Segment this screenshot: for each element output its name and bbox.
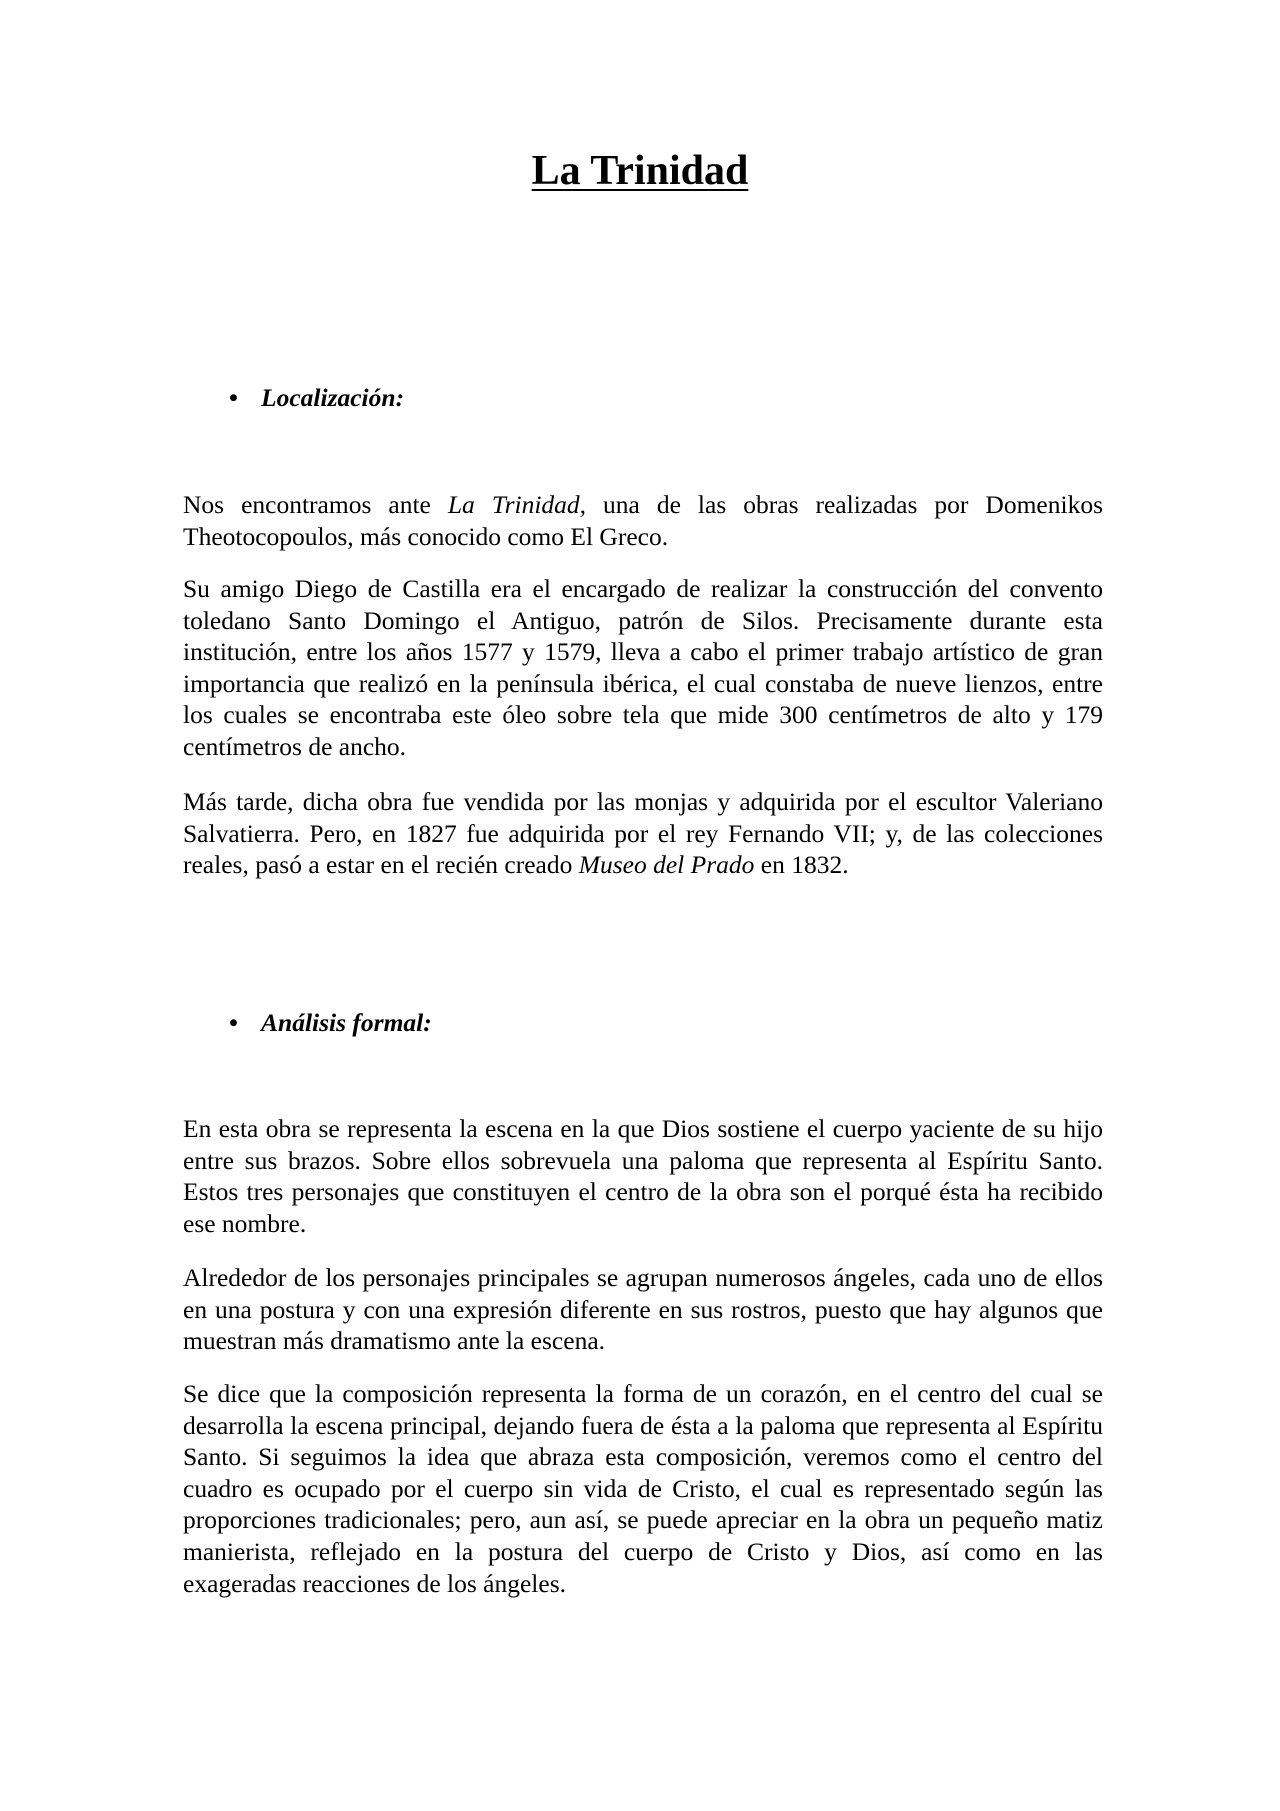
paragraph-text: una de las obras realizadas por Domenikos Theotocopoulos, más conocido como El Greco. (183, 490, 1103, 551)
paragraph-text: Su amigo Diego de Castilla era el encargado de realizar la construcción del convento toledano Santo Domingo el Antiguo, patrón de Silos. Precisamente durante esta institución, entre los años 1577 y 1579, lleva a cabo el primer trabajo artístico de gran importancia que realizó en la península ibérica, el cual constaba de nueve lienzos, entre los cuales se encontraba este óleo sobre tela que mide 300 centímetros de alto y 179 centímetros de ancho. (183, 574, 1103, 761)
paragraph-text: Se dice que la composición representa la forma de un corazón, en el centro del cual se desarrolla la escena principal, dejando fuera de ésta a la paloma que representa al Espíritu Santo. Si seguimos la idea que abraza esta composición, veremos como el centro del cuadro es ocupado por el cuerpo sin vida de Cristo, el cual es representado según las proporciones tradicionales; pero, aun así, se puede apreciar en la obra un pequeño matiz manierista, reflejado en la postura del cuerpo de Cristo y Dios, así como en las exageradas reacciones de los ángeles. (183, 1379, 1103, 1598)
paragraph (183, 489, 1103, 552)
paragraph (183, 573, 1103, 763)
document-title (0, 146, 1280, 196)
paragraph (183, 1378, 1103, 1599)
section-heading-text: Análisis formal: (261, 1008, 432, 1037)
bullet-icon: • (229, 1008, 238, 1037)
bullet-icon: • (229, 383, 238, 412)
paragraph-text: Alrededor de los personajes principales se agrupan numerosos ángeles, cada uno de ellos en una postura y con una expresión diferente en sus rostros, puesto que hay algunos que muestran más dramatismo ante la escena. (183, 1263, 1103, 1356)
artwork-title-text: La Trinidad, (447, 490, 587, 519)
paragraph-text: En esta obra se representa la escena en la que Dios sostiene el cuerpo yaciente de su hijo entre sus brazos. Sobre ellos sobrevuela una paloma que representa al Espíritu Santo. Estos tres personajes que constituyen el centro de la obra son el porqué ésta ha recibido ese nombre. (183, 1114, 1103, 1238)
paragraph-text: Nos encontramos ante (183, 490, 448, 519)
paragraph-text: Más tarde, dicha obra fue vendida por las monjas y adquirida por el escultor Valeriano Salvatierra. Pero, en 1827 fue adquirida por el rey Fernando VII; y, de las colecciones reales, pasó a estar en el recién creado (183, 787, 1103, 880)
museum-name-text: Museo del Prado (578, 850, 755, 880)
document-title-text: La Trinidad (531, 148, 749, 194)
section-heading-text: Localización: (261, 383, 405, 412)
paragraph (183, 1113, 1103, 1239)
paragraph (183, 786, 1103, 881)
paragraph-text: en 1832. (754, 850, 849, 880)
paragraph (183, 1262, 1103, 1357)
